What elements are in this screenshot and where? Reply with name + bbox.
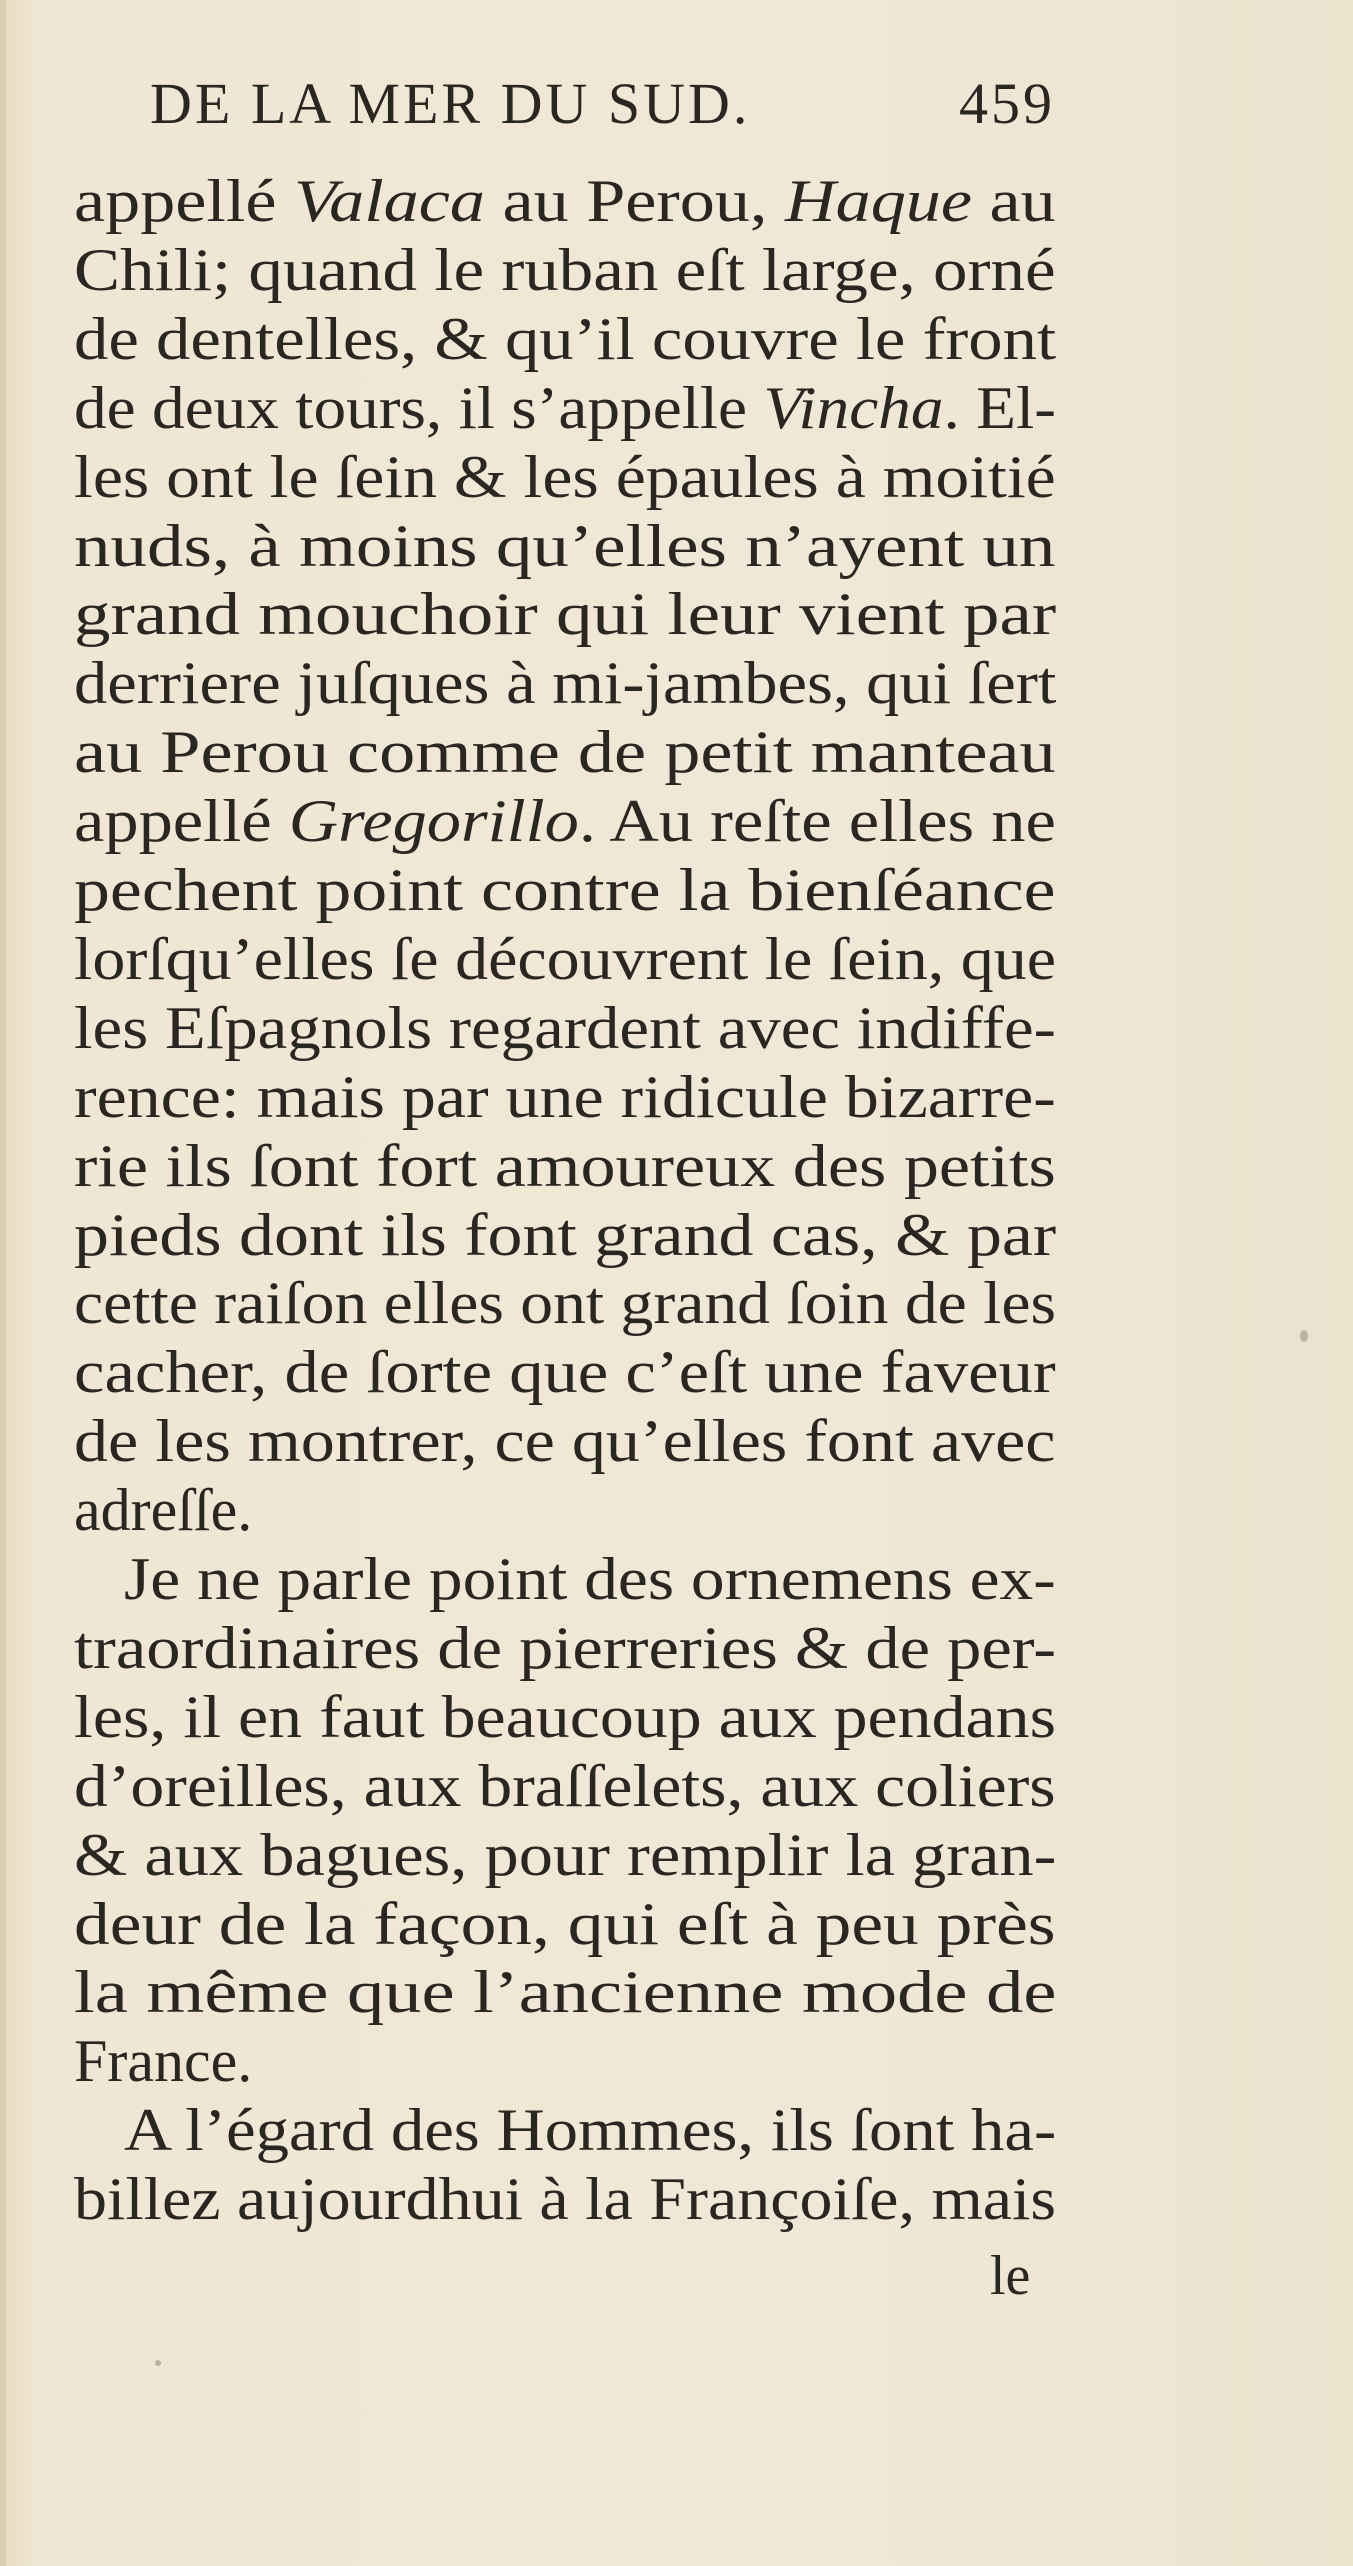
- text-segment: pechent point contre la bienſéance: [74, 857, 1056, 923]
- text-line: [74, 650, 1056, 716]
- text-segment: les Eſpagnols regardent avec indiffe-: [74, 994, 1056, 1061]
- text-line: [74, 926, 1056, 992]
- italic-term: Haque: [784, 168, 972, 234]
- text-segment: les, il en faut beaucoup aux pendans: [74, 1683, 1057, 1750]
- paper-speck: [155, 2360, 161, 2366]
- text-segment: rie ils ſont fort amoureux des petits: [74, 1132, 1056, 1199]
- text-segment: grand mouchoir qui leur vient par: [74, 581, 1057, 648]
- text-line: [74, 1339, 1056, 1405]
- text-line: [74, 1133, 1056, 1199]
- text-line: [74, 1477, 252, 1543]
- text-line: [74, 1822, 1056, 1888]
- text-line: [74, 1064, 1056, 1130]
- text-line: [74, 1891, 1056, 1957]
- text-line: [74, 1408, 1055, 1474]
- text-segment: la même que l’ancienne mode de: [74, 1959, 1057, 2026]
- text-line: [74, 857, 1056, 923]
- text-line: [74, 1202, 1056, 1268]
- text-segment: d’oreilles, aux braſſelets, aux coliers: [74, 1752, 1056, 1819]
- text-line: [74, 1753, 1056, 1819]
- italic-term: Gregorillo: [288, 788, 579, 855]
- text-line: [74, 2166, 1056, 2232]
- text-segment: lorſqu’elles ſe découvrent le ſein, que: [74, 925, 1056, 992]
- italic-term: Valaca: [294, 168, 485, 234]
- text-segment: deur de la façon, qui eſt à peu près: [74, 1890, 1056, 1957]
- text-line: [74, 444, 1056, 510]
- italic-term: Vincha: [763, 374, 944, 441]
- text-segment: billez aujourdhui à la Françoiſe, mais: [74, 2166, 1057, 2233]
- text-segment: derriere juſques à mi-jambes, qui ſert: [74, 650, 1057, 717]
- text-segment: Je ne parle point des ornemens ex-: [124, 1546, 1056, 1612]
- text-segment: cacher, de ſorte que c’eſt une faveur: [74, 1339, 1056, 1406]
- text-segment: . Au reſte elles ne: [578, 788, 1056, 855]
- text-line: [124, 2097, 1056, 2163]
- text-line: [74, 168, 1056, 234]
- text-line: [74, 513, 1055, 579]
- text-segment: de les montrer, ce qu’elles font avec: [74, 1408, 1056, 1475]
- catchword: le: [990, 2245, 1031, 2307]
- text-segment: & aux bagues, pour remplir la gran-: [74, 1821, 1057, 1888]
- text-segment: rence: mais par une ridicule bizarre-: [74, 1063, 1056, 1130]
- page-number: 459: [959, 71, 1055, 136]
- text-line: [74, 1959, 1056, 2025]
- text-segment: traordinaires de pierreries & de per-: [74, 1614, 1057, 1681]
- text-line: [74, 1684, 1056, 1750]
- text-segment: de deux tours, il s’appelle: [74, 374, 764, 441]
- text-line: [74, 237, 1056, 303]
- text-line: [74, 788, 1056, 854]
- text-segment: France.: [74, 2028, 253, 2095]
- text-segment: au Perou,: [484, 168, 785, 234]
- text-line: [74, 719, 1056, 785]
- text-line: [74, 1615, 1056, 1681]
- text-line: [74, 375, 1056, 441]
- text-line: [74, 2028, 252, 2094]
- running-title: DE LA MER DU SUD.: [150, 71, 751, 136]
- text-segment: cette raiſon elles ont grand ſoin de les: [74, 1270, 1057, 1337]
- page-gutter: [0, 0, 6, 2566]
- text-line: [74, 995, 1056, 1061]
- text-segment: A l’égard des Hommes, ils ſont ha-: [124, 2097, 1057, 2164]
- text-segment: appellé: [74, 168, 295, 234]
- text-segment: adreſſe.: [74, 1477, 253, 1544]
- text-segment: de dentelles, & qu’il couvre le front: [74, 305, 1057, 372]
- paper-speck: [1300, 1330, 1308, 1342]
- text-segment: au Perou comme de petit manteau: [74, 719, 1056, 786]
- text-segment: les ont le ſein & les épaules à moitié: [74, 443, 1056, 510]
- text-segment: Chili; quand le ruban eſt large, orné: [74, 236, 1056, 303]
- text-segment: . El-: [943, 374, 1056, 441]
- text-segment: au: [971, 168, 1056, 234]
- text-segment: nuds, à moins qu’elles n’ayent un: [74, 512, 1056, 579]
- text-segment: pieds dont ils font grand cas, & par: [74, 1201, 1057, 1268]
- text-line: [74, 306, 1056, 372]
- text-line: [124, 1546, 1056, 1612]
- running-header: [150, 70, 1055, 140]
- text-segment: appellé: [74, 788, 289, 855]
- text-line: [74, 1270, 1056, 1336]
- text-line: [74, 581, 1056, 647]
